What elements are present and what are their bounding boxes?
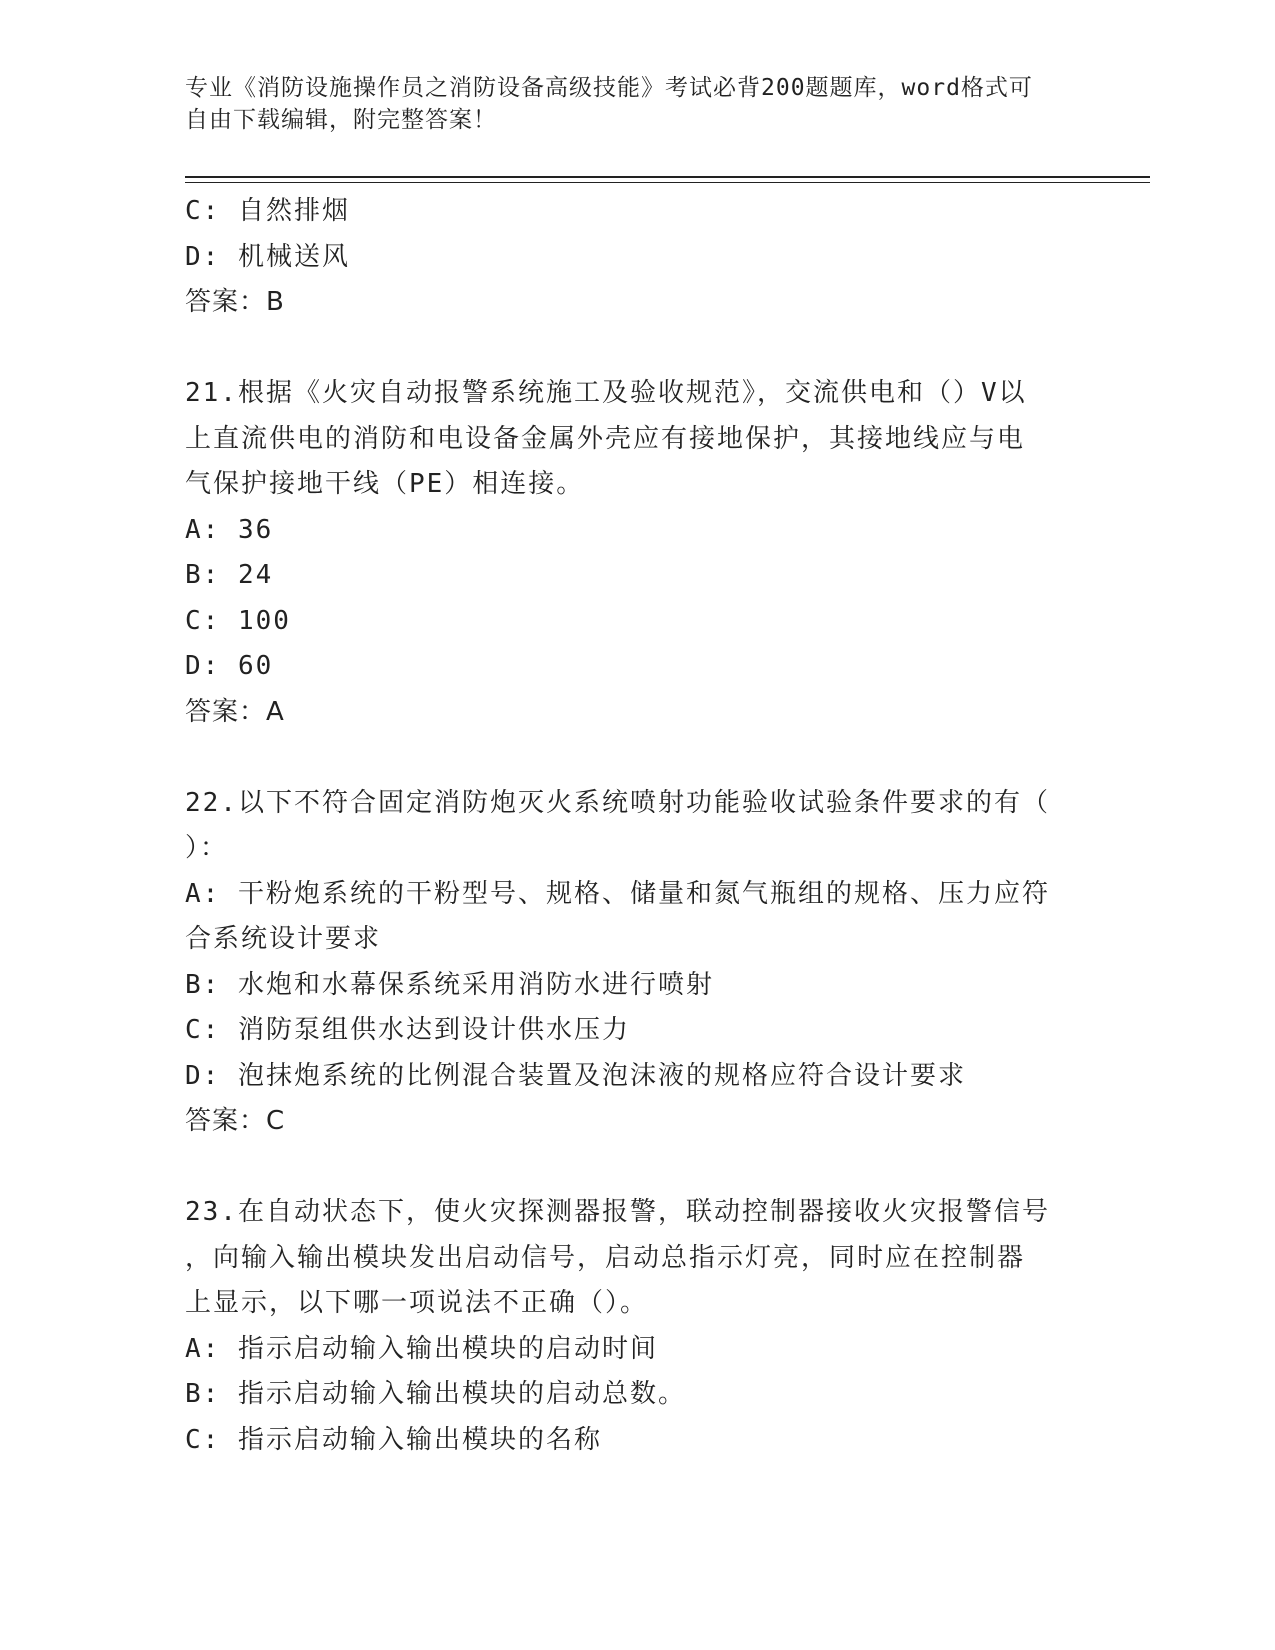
- question-23: [185, 1190, 1085, 1463]
- answer-line: 答案：C: [185, 1106, 286, 1136]
- question-text-line: 21.根据《火灾自动报警系统施工及验收规范》，交流供电和（）V以: [185, 378, 1027, 408]
- question-text-line: ）：: [185, 833, 229, 863]
- question-21: [185, 371, 1085, 735]
- option-c: C: 自然排烟: [185, 196, 350, 226]
- answer-line: 答案：A: [185, 696, 285, 727]
- spacer: [185, 1145, 1085, 1191]
- option-a: A: 36: [185, 514, 274, 545]
- page-header: [185, 72, 1085, 136]
- question-22: [185, 781, 1085, 1145]
- document-body: [185, 189, 1085, 1463]
- option-d: D: 泡抹炮系统的比例混合装置及泡沫液的规格应符合设计要求: [185, 1060, 966, 1091]
- header-line-2: 自由下载编辑，附完整答案！: [185, 107, 497, 133]
- prev-question: [185, 189, 1085, 326]
- option-d: D: 60: [185, 651, 274, 681]
- spacer: [185, 326, 1085, 372]
- header-rule-thin: [185, 182, 1150, 183]
- option-b: B: 24: [185, 560, 274, 590]
- question-text-line: ，向输入输出模块发出启动信号，启动总指示灯亮，同时应在控制器: [185, 1242, 1026, 1273]
- question-text-line: 上显示，以下哪一项说法不正确（）。: [185, 1288, 649, 1318]
- option-a: A: 指示启动输入输出模块的启动时间: [185, 1333, 658, 1364]
- question-text-line: 23.在自动状态下，使火灾探测器报警，联动控制器接收火灾报警信号: [185, 1197, 1050, 1227]
- option-d: D: 机械送风: [185, 241, 350, 272]
- option-a: A: 干粉炮系统的干粉型号、规格、储量和氮气瓶组的规格、压力应符: [185, 878, 1050, 909]
- question-text-line: 22.以下不符合固定消防炮灭火系统喷射功能验收试验条件要求的有（: [185, 787, 1050, 818]
- spacer: [185, 735, 1085, 781]
- option-c: C: 消防泵组供水达到设计供水压力: [185, 1015, 630, 1045]
- option-a-continued: 合系统设计要求: [185, 924, 382, 954]
- header-line-1: 专业《消防设施操作员之消防设备高级技能》考试必背200题题库，word格式可: [185, 75, 1033, 101]
- question-text-line: 上直流供电的消防和电设备金属外壳应有接地保护，其接地线应与电: [185, 423, 1026, 454]
- header-rule-thick: [185, 176, 1150, 178]
- option-c: C: 100: [185, 605, 291, 636]
- option-b: B: 指示启动输入输出模块的启动总数。: [185, 1379, 686, 1409]
- option-b: B: 水炮和水幕保系统采用消防水进行喷射: [185, 969, 714, 1000]
- question-text-line: 气保护接地干线（PE）相连接。: [185, 469, 585, 499]
- option-c: C: 指示启动输入输出模块的名称: [185, 1424, 602, 1455]
- answer-line: 答案：B: [185, 287, 285, 317]
